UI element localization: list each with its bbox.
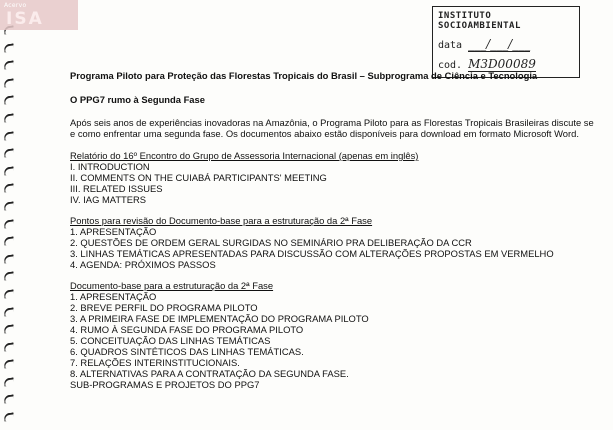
watermark-line-1: Acervo [4, 2, 27, 9]
stamp-date-value: ___/___/___ [468, 37, 531, 51]
stamp-header: INSTITUTO SOCIOAMBIENTAL [438, 11, 521, 31]
section-review-points [70, 215, 600, 270]
list-item: III. RELATED ISSUES [70, 183, 163, 194]
spiral-binding-icon [4, 26, 20, 426]
list-item: 3. A PRIMEIRA FASE DE IMPLEMENTAÇÃO DO PROGRAMA PILOTO [70, 313, 369, 324]
document-intro: Após seis anos de experiências inovadoras na Amazônia, o Programa Piloto para as Florestas Tropicais Brasileiras discute se e como enfrentar uma segunda fase. Os documentos abaixo estão disponíveis para download em formato Microsoft Word. [70, 117, 594, 139]
list-item: 5. CONCEITUAÇÃO DAS LINHAS TEMÁTICAS [70, 335, 271, 346]
list-item: SUB-PROGRAMAS E PROJETOS DO PPG7 [70, 379, 260, 390]
list-item: II. COMMENTS ON THE CUIABÁ PARTICIPANTS' MEETING [70, 172, 327, 183]
list-item: 1. APRESENTAÇÃO [70, 291, 157, 302]
list-item: 4. AGENDA: PRÓXIMOS PASSOS [70, 259, 216, 270]
list-item: I. INTRODUCTION [70, 161, 150, 172]
section-heading-link[interactable]: Relatório do 16º Encontro do Grupo de Assessoria Internacional (apenas em inglês) [70, 150, 419, 161]
document-title: Programa Piloto para Proteção das Florestas Tropicais do Brasil – Subprograma de Ciência e Tecnologia [70, 70, 538, 81]
section-item-list [70, 226, 600, 270]
section-item-list [70, 291, 600, 390]
list-item: 7. RELAÇÕES INTERINSTITUCIONAIS. [70, 357, 240, 368]
section-iag-report [70, 150, 600, 205]
list-item: 1. APRESENTAÇÃO [70, 226, 157, 237]
document-subtitle: O PPG7 rumo à Segunda Fase [70, 94, 205, 105]
stamp-date-row [438, 37, 530, 52]
document-content [70, 70, 600, 390]
watermark-line-2: ISA [6, 9, 44, 29]
list-item: IV. IAG MATTERS [70, 194, 147, 205]
list-item: 6. QUADROS SINTÉTICOS DAS LINHAS TEMÁTICAS. [70, 346, 304, 357]
stamp-cod-value: M3D00089 [468, 57, 536, 71]
section-heading-link[interactable]: Pontos para revisão do Documento-base para a estruturação da 2ª Fase [70, 215, 373, 226]
list-item: 2. QUESTÕES DE ORDEM GERAL SURGIDAS NO SEMINÁRIO PRA DELIBERAÇÃO DA CCR [70, 237, 472, 248]
section-base-document [70, 280, 600, 390]
stamp-date-label: data [438, 40, 463, 51]
list-item: 3. LINHAS TEMÁTICAS APRESENTADAS PARA DISCUSSÃO COM ALTERAÇÕES PROPOSTAS EM VERMELHO [70, 248, 554, 259]
list-item: 8. ALTERNATIVAS PARA A CONTRATAÇÃO DA SEGUNDA FASE. [70, 368, 349, 379]
section-item-list [70, 161, 600, 205]
list-item: 2. BREVE PERFIL DO PROGRAMA PILOTO [70, 302, 258, 313]
stamp-cod-label: cod. [438, 60, 463, 71]
list-item: 4. RUMO À SEGUNDA FASE DO PROGRAMA PILOTO [70, 324, 304, 335]
archive-watermark [0, 0, 78, 30]
section-heading-link[interactable]: Documento-base para a estruturação da 2ª Fase [70, 280, 274, 291]
archive-stamp [432, 6, 580, 78]
